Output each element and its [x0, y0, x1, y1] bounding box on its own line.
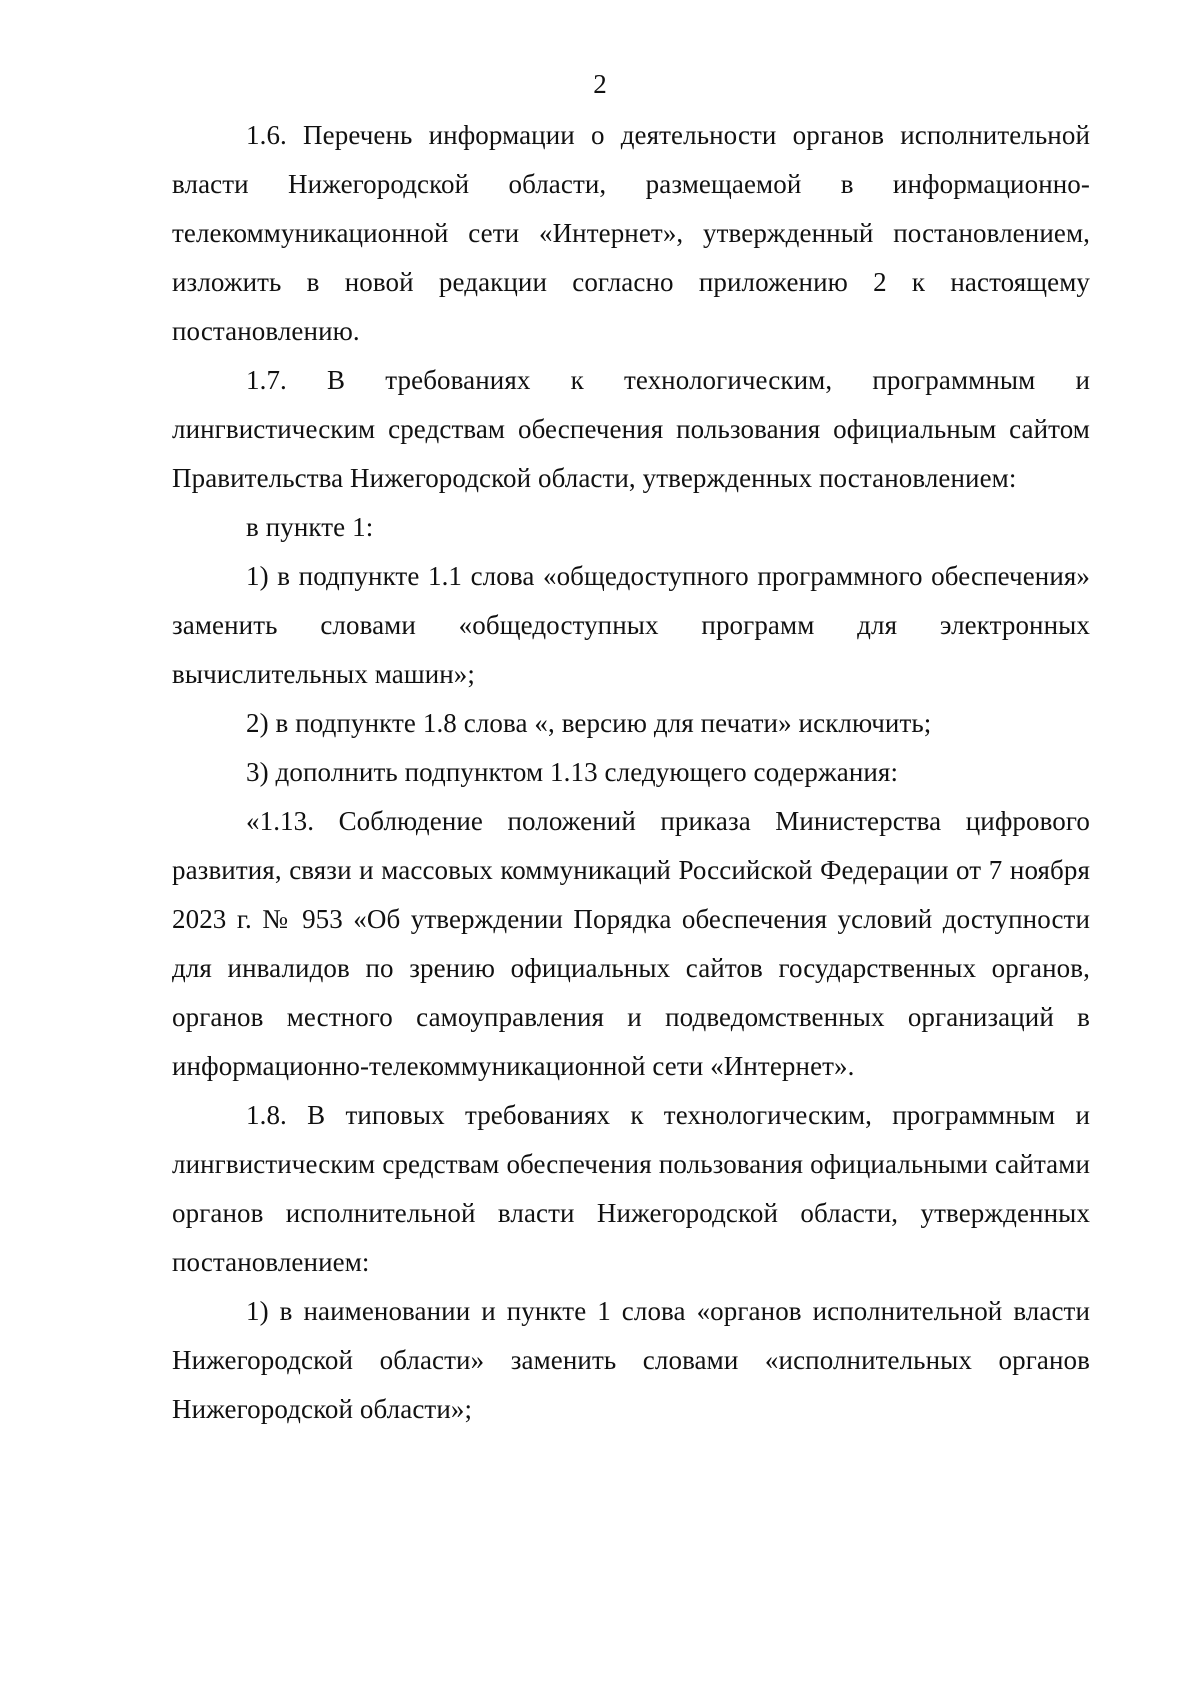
paragraph-subitem-3: 3) дополнить подпунктом 1.13 следующего содержания:	[246, 757, 899, 787]
document-body	[172, 111, 1090, 1434]
paragraph-1-7: 1.7. В требованиях к технологическим, программным и лингвистическим средствам обеспечения пользования официальным сайтом Правительства Нижегородской области, утвержденных постановлением:	[172, 365, 1090, 493]
paragraph-point-1: в пункте 1:	[246, 512, 374, 542]
paragraph-1-6: 1.6. Перечень информации о деятельности органов исполнительной власти Нижегородской области, размещаемой в информационно-телекоммуникационной сети «Интернет», утвержденный постановлением, изложить в новой редакции согласно приложению 2 к настоящему постановлению.	[172, 120, 1090, 346]
paragraph-subitem-2: 2) в подпункте 1.8 слова «, версию для печати» исключить;	[246, 708, 932, 738]
paragraph-1-8-subitem-1: 1) в наименовании и пункте 1 слова «органов исполнительной власти Нижегородской области» заменить словами «исполнительных органов Нижегородской области»;	[172, 1296, 1090, 1424]
page-number: 2	[593, 69, 607, 99]
paragraph-1-8: 1.8. В типовых требованиях к технологическим, программным и лингвистическим средствам обеспечения пользования официальными сайтами органов исполнительной власти Нижегородской области, утвержденных постановлением:	[172, 1100, 1090, 1277]
paragraph-subitem-1: 1) в подпункте 1.1 слова «общедоступного программного обеспечения» заменить словами «общедоступных программ для электронных вычислительных машин»;	[172, 561, 1090, 689]
paragraph-1-13-quote: «1.13. Соблюдение положений приказа Министерства цифрового развития, связи и массовых коммуникаций Российской Федерации от 7 ноября 2023 г. № 953 «Об утверждении Порядка обеспечения условий доступности для инвалидов по зрению официальных сайтов государственных органов, органов местного самоуправления и подведомственных организаций в информационно-телекоммуникационной сети «Интернет».	[172, 806, 1090, 1081]
